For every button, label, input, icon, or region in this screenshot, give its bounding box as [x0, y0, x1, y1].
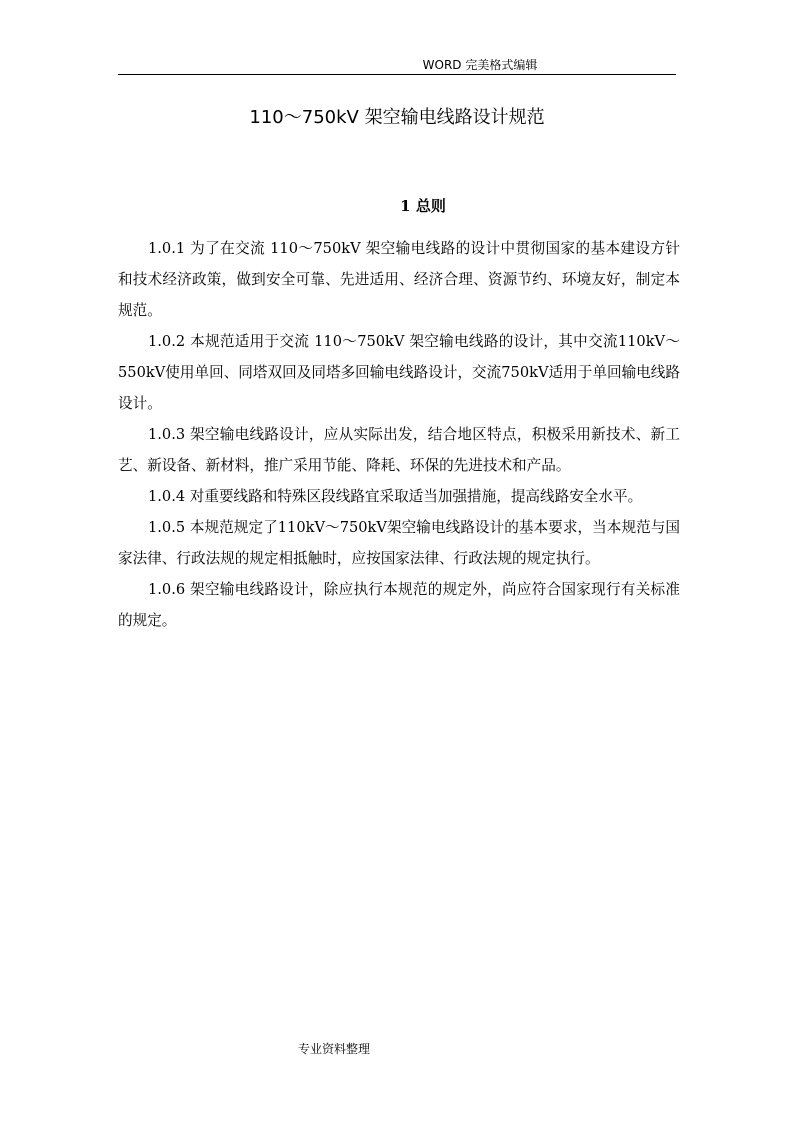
document-title: 110～750kV 架空输电线路设计规范 [249, 107, 545, 128]
clause-1-0-5: 1.0.5 本规范规定了110kV～750kV架空输电线路设计的基本要求，当本规范与国家法律、行政法规的规定相抵触时，应按国家法律、行政法规的规定执行。 [118, 519, 680, 567]
document-body [118, 233, 680, 636]
page-footer-text: 专业资料整理 [298, 1042, 371, 1056]
clause-1-0-2: 1.0.2 本规范适用于交流 110～750kV 架空输电线路的设计，其中交流110kV～550kV使用单回、同塔双回及同塔多回输电线路设计，交流750kV适用于单回输电线路设计。 [118, 333, 680, 412]
page-header-text: WORD 完美格式编辑 [422, 58, 538, 72]
section-heading: 1 总则 [400, 197, 446, 215]
header-divider [118, 74, 676, 75]
clause-1-0-4: 1.0.4 对重要线路和特殊区段线路宜采取适当加强措施，提高线路安全水平。 [148, 488, 643, 505]
clause-1-0-6: 1.0.6 架空输电线路设计，除应执行本规范的规定外，尚应符合国家现行有关标准的规定。 [118, 581, 680, 629]
clause-1-0-3: 1.0.3 架空输电线路设计，应从实际出发，结合地区特点，积极采用新技术、新工艺、新设备、新材料，推广采用节能、降耗、环保的先进技术和产品。 [118, 426, 680, 474]
clause-1-0-1: 1.0.1 为了在交流 110～750kV 架空输电线路的设计中贯彻国家的基本建设方针和技术经济政策，做到安全可靠、先进适用、经济合理、资源节约、环境友好，制定本规范。 [118, 240, 680, 319]
